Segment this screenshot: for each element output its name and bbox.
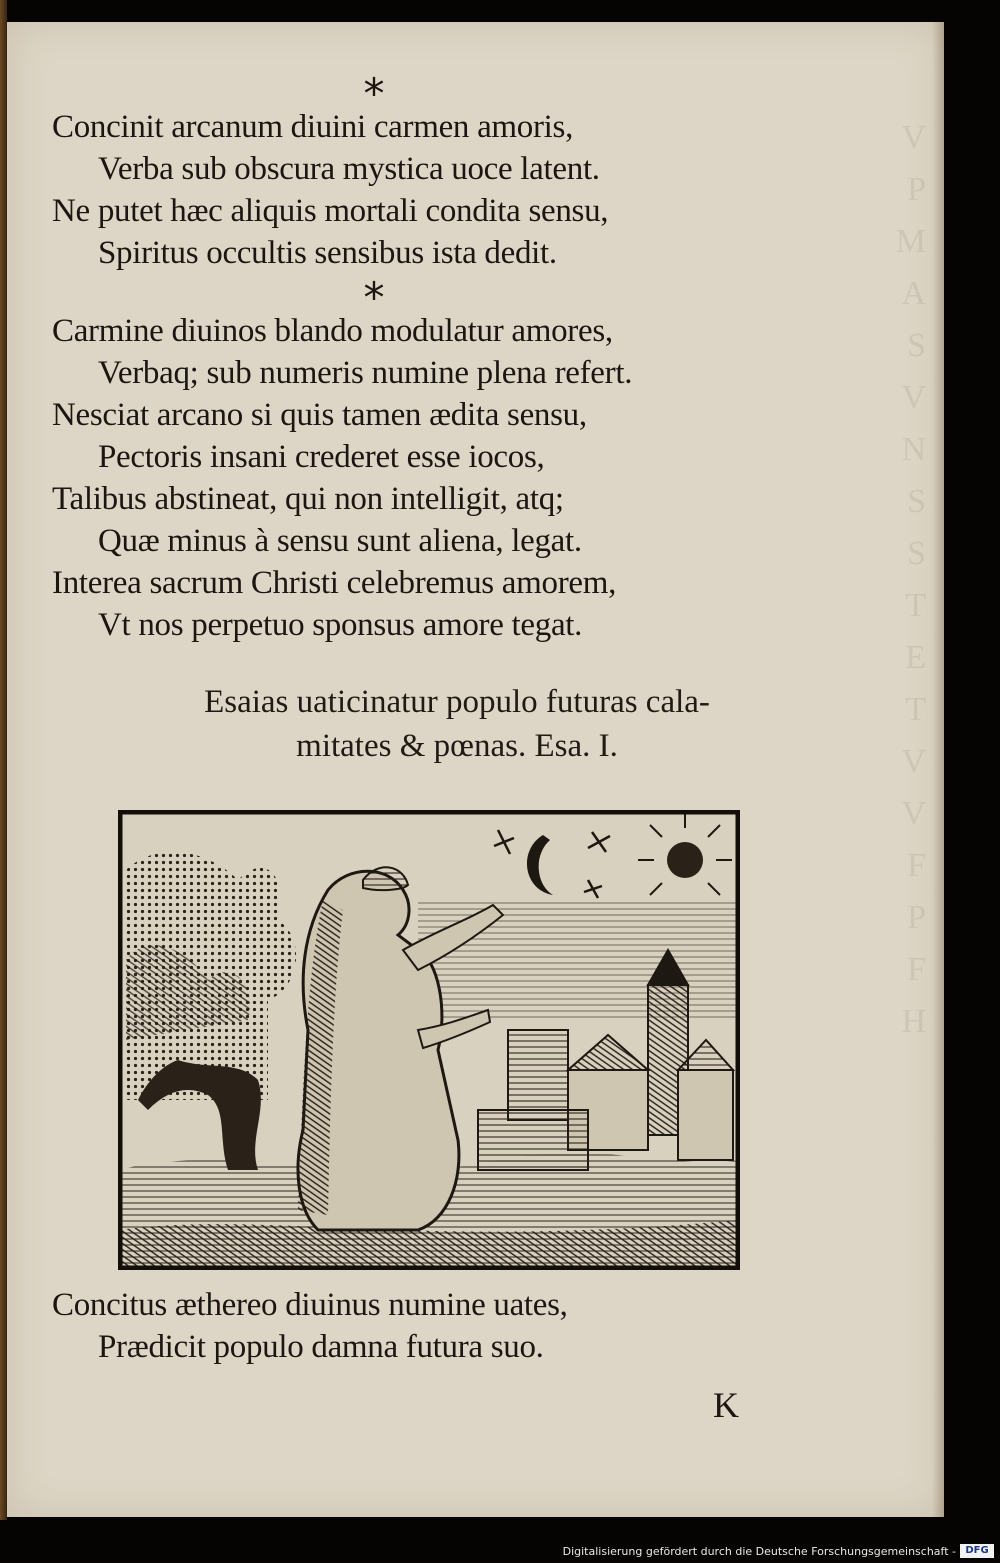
- caption-verse: [52, 1284, 568, 1368]
- stanza-2-ornament-star: *: [363, 273, 385, 322]
- verse-line: Ne putet hæc aliquis mortali condita sensu,: [52, 193, 609, 229]
- stanza-1-ornament-star: *: [363, 69, 385, 118]
- verse-line: Nesciat arcano si quis tamen ædita sensu,: [52, 397, 587, 433]
- signature-mark: K: [713, 1385, 739, 1425]
- verse-line: Vt nos perpetuo sponsus amore tegat.: [98, 607, 583, 643]
- verse-line: Interea sacrum Christi celebremus amorem,: [52, 565, 617, 601]
- section-heading: [87, 680, 827, 768]
- verse-line: Quæ minus à sensu sunt aliena, legat.: [98, 523, 582, 559]
- heading-line-1: Esaias uaticinatur populo futuras cala-: [204, 684, 710, 720]
- show-through-text: V P M A S V N S S T E T V V F P F H: [895, 119, 926, 1040]
- digitization-credit: Digitalisierung gefördert durch die Deutsche Forschungsgemeinschaft -: [562, 1545, 956, 1558]
- verse-line: Verba sub obscura mystica uoce latent.: [98, 151, 600, 187]
- page-edge-shadow: [932, 22, 944, 1517]
- verse-line: Spiritus occultis sensibus ista dedit.: [98, 235, 557, 271]
- caption-line: Prædicit populo damna futura suo.: [98, 1329, 544, 1365]
- stanza-1: [52, 106, 608, 274]
- verse-line: Carmine diuinos blando modulatur amores,: [52, 313, 613, 349]
- verse-line: Verbaq; sub numeris numine plena refert.: [98, 355, 633, 391]
- woodcut-illustration: [118, 810, 740, 1270]
- verse-line: Talibus abstineat, qui non intelligit, atq;: [52, 481, 564, 517]
- verse-line: Pectoris insani crederet esse iocos,: [98, 439, 545, 475]
- dfg-logo: DFG: [960, 1544, 994, 1558]
- stanza-2: [52, 310, 632, 646]
- book-page: [7, 22, 944, 1517]
- book-binding-edge: [0, 0, 7, 1520]
- woodcut-isaiah-image: [118, 810, 740, 1270]
- caption-line: Concitus æthereo diuinus numine uates,: [52, 1287, 568, 1323]
- heading-line-2: mitates & pœnas. Esa. I.: [296, 728, 618, 764]
- verse-line: Concinit arcanum diuini carmen amoris,: [52, 109, 574, 145]
